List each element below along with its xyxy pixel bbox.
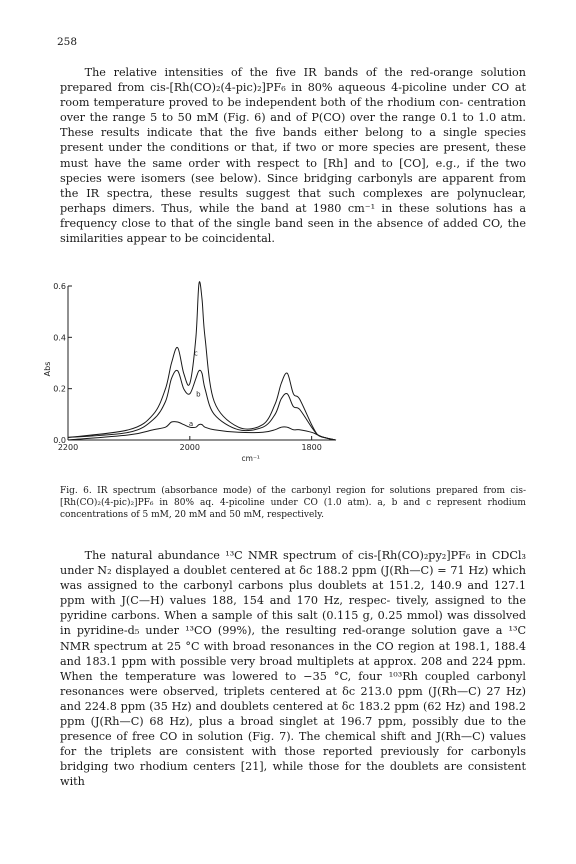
y-tick-label: 0.6: [53, 282, 66, 291]
text-line: CO at room temperature proved to be independent both of the rhodium con-: [60, 81, 526, 110]
ir-spectrum-figure: [40, 282, 340, 478]
caption-line: from cis-[Rh(CO)₂(4-pic)₂]PF₆ in 80% aq. 4-picoline under CO (1.0 atm). a, b and c: [60, 486, 526, 508]
y-axis-label: Abs: [43, 361, 52, 377]
text-line: multiplets at approx. 208 and 224 ppm. When the temperature was lowered: [60, 654, 526, 683]
text-line: doublets centered at δc 183.2 ppm (62 Hz) and 198.2 ppm (J(Rh—C) 68: [60, 699, 526, 729]
series-a-line: [68, 419, 336, 440]
text-line: 0.25 mmol) was dissolved in pyridine-d₅ under ¹³CO (99%), the resulting: [60, 609, 526, 638]
ir-spectrum-chart: [40, 282, 340, 478]
x-axis-label: cm⁻¹: [241, 454, 260, 463]
text-line: polynuclear, perhaps dimers. Thus, while the band at 1980 cm⁻¹ in these: [60, 186, 526, 215]
text-line: tively, assigned to the pyridine carbons. When a sample of this salt (0.115 g,: [60, 594, 526, 623]
page-number: 258: [57, 36, 78, 48]
text-line: prepared from cis-[Rh(CO)₂(4-pic)₂]PF₆ in 80% aqueous 4-picoline under: [60, 81, 486, 95]
text-line: CO in solution (Fig. 7). The chemical shift and J(Rh—C) values for the: [60, 730, 526, 759]
text-line: centered at δc 213.0 ppm (J(Rh—C) 27 Hz) and 224.8 ppm (35 Hz) and: [60, 684, 526, 713]
text-line: two rhodium centers [21], while those for the doublets are consistent with: [60, 760, 526, 789]
x-tick-label: 2000: [179, 443, 200, 452]
text-line: centration over the range 5 to 50 mM (Fig. 6) and of P(CO) over the range: [60, 96, 526, 125]
curve-label-b: b: [196, 390, 201, 399]
y-tick-label: 0.2: [53, 384, 66, 394]
text-line: of added CO, the similarities appear to be coincidental.: [60, 216, 526, 246]
series-c-line: [68, 282, 336, 440]
x-tick-label: 2200: [57, 443, 79, 452]
text-line: Hz), plus a broad singlet at 196.7 ppm, possibly due to the presence of free: [60, 715, 526, 744]
text-line: triplets are consistent with those reported previously for carbonyls bridging: [60, 745, 526, 774]
y-tick-label: 0.0: [53, 436, 66, 445]
text-line: CDCl₃ under N₂ displayed a doublet centered at δc 188.2 ppm (J(Rh—C) =: [60, 549, 526, 578]
text-line: 0.1 to 1.0 atm. These results indicate that the five bands either belong to a: [60, 111, 526, 140]
caption-line: represent rhodium concentrations of 5 mM, 20 mM and 50 mM, respectively.: [60, 497, 526, 520]
text-line: e.g., if the two species were isomers (see below). Since bridging carbonyls are: [60, 156, 527, 185]
text-line: 71 Hz) which was assigned to the carbonyl carbons plus doublets at 151.2,: [60, 564, 526, 593]
text-line: to −35 °C, four ¹⁰³Rh coupled carbonyl resonances were observed, triplets: [60, 669, 526, 698]
text-line: solutions has a frequency close to that of the single band seen in the absence: [60, 201, 526, 230]
y-tick-label: 0.4: [53, 333, 66, 343]
text-line: apparent from the IR spectra, these results suggest that such complexes are: [60, 171, 526, 200]
curve-label-c: c: [193, 349, 198, 358]
text-line: single species present under the conditions or that, if two or more species are: [60, 126, 527, 155]
paragraph-nmr-spectrum: [60, 548, 526, 790]
text-line: The relative intensities of the five IR bands of the red-orange solution: [84, 66, 526, 79]
text-line: present, these must have the same order with respect to [Rh] and to [CO],: [60, 141, 526, 170]
text-line: 140.9 and 127.1 ppm with J(C—H) values 188, 154 and 170 Hz, respec-: [60, 579, 526, 608]
text-line: The natural abundance ¹³C NMR spectrum of cis-[Rh(CO)₂py₂]PF₆ in: [84, 549, 487, 562]
x-tick-label: 1800: [301, 443, 322, 452]
text-line: in the CO region at 198.1, 188.4 and 183.1 ppm with possible very broad: [60, 639, 526, 668]
caption-line: Fig. 6. IR spectrum (absorbance mode) of the carbonyl region for solutions prepared: [60, 486, 478, 496]
paragraph-ir-intensities: [60, 65, 526, 246]
curve-label-a: a: [188, 419, 194, 428]
text-line: red-orange solution gave a ¹³C NMR spectrum at 25 °C with broad resonances: [60, 624, 527, 653]
figure-caption: [60, 486, 526, 521]
